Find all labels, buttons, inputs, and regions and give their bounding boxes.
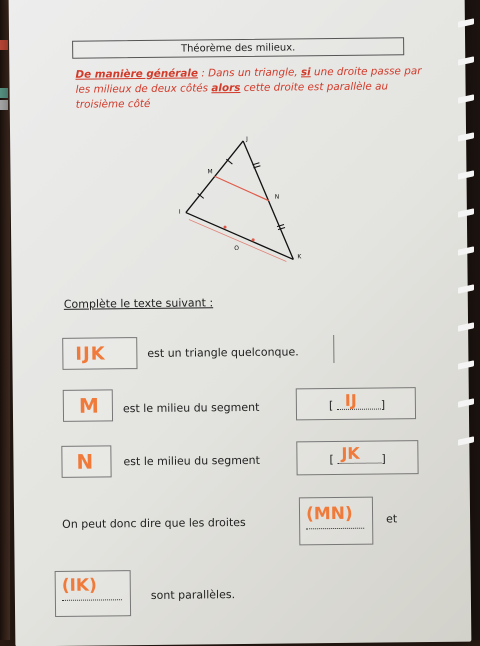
answer-box-line-mn[interactable] xyxy=(299,497,373,546)
handwritten-n: N xyxy=(76,449,94,474)
tick-nk-2 xyxy=(278,228,285,230)
parallel-text: sont parallèles. xyxy=(150,588,236,602)
point-o-left xyxy=(224,226,227,229)
bracket-open-2: [ xyxy=(329,453,334,467)
label-i: I xyxy=(178,208,181,216)
answer-box-segment-jk[interactable] xyxy=(296,440,418,475)
bracket-close-2: ] xyxy=(381,452,386,466)
dotted-line-4 xyxy=(62,599,122,601)
rule-lead: De manière générale xyxy=(75,67,199,81)
label-m: M xyxy=(207,168,213,176)
conclude-text: On peut donc dire que les droites xyxy=(62,515,246,531)
rule-part-3: cette droite est parallèle au troisième côté xyxy=(75,80,389,111)
bracket-close-1: ] xyxy=(380,398,386,412)
handwritten-m: M xyxy=(78,393,99,418)
side-ik xyxy=(186,211,293,260)
midline-mn xyxy=(214,176,268,202)
rule-alors: alors xyxy=(211,81,241,95)
answer-box-triangle[interactable] xyxy=(62,337,137,370)
handwritten-triangle: IJK xyxy=(75,343,106,365)
label-n: N xyxy=(274,193,280,201)
tab-red xyxy=(0,40,8,50)
instruction: Complète le texte suivant : xyxy=(63,296,214,311)
label-k: K xyxy=(297,253,302,261)
worksheet-page xyxy=(9,0,472,646)
handwritten-mn: (MN) xyxy=(305,503,353,525)
and-text: et xyxy=(386,512,398,526)
triangle-text: est un triangle quelconque. xyxy=(147,345,299,360)
mid1-text: est le milieu du segment xyxy=(122,400,260,416)
dotted-line-3 xyxy=(306,528,364,530)
answer-box-m[interactable] xyxy=(63,389,113,422)
rule-colon: : xyxy=(197,67,209,80)
tab-teal xyxy=(0,88,8,98)
answer-box-segment-ij[interactable] xyxy=(296,387,416,420)
theorem-statement xyxy=(75,64,425,113)
label-o: O xyxy=(234,245,240,253)
dotted-line-1 xyxy=(337,409,381,410)
handwritten-jk: JK xyxy=(341,443,360,463)
answer-box-n[interactable] xyxy=(61,445,111,478)
rule-part-2: une droite passe par les milieux de deux côtés xyxy=(75,65,422,96)
rule-si: si xyxy=(300,66,311,79)
mid2-text: est le milieu du segment xyxy=(123,453,260,469)
bracket-open-1: [ xyxy=(328,399,334,413)
triangle-diagram xyxy=(160,128,332,275)
title-box xyxy=(72,37,404,58)
handwritten-ij: IJ xyxy=(344,390,357,410)
page-title: Théorème des milieux. xyxy=(180,41,296,55)
handwritten-ik: (IK) xyxy=(61,575,97,596)
divider xyxy=(333,335,334,363)
label-j: J xyxy=(246,135,248,143)
rule-part-1: Dans un triangle, xyxy=(208,66,302,80)
parallel-shade xyxy=(189,219,286,263)
answer-box-line-ik[interactable] xyxy=(55,570,131,617)
tab-grey xyxy=(0,100,8,110)
